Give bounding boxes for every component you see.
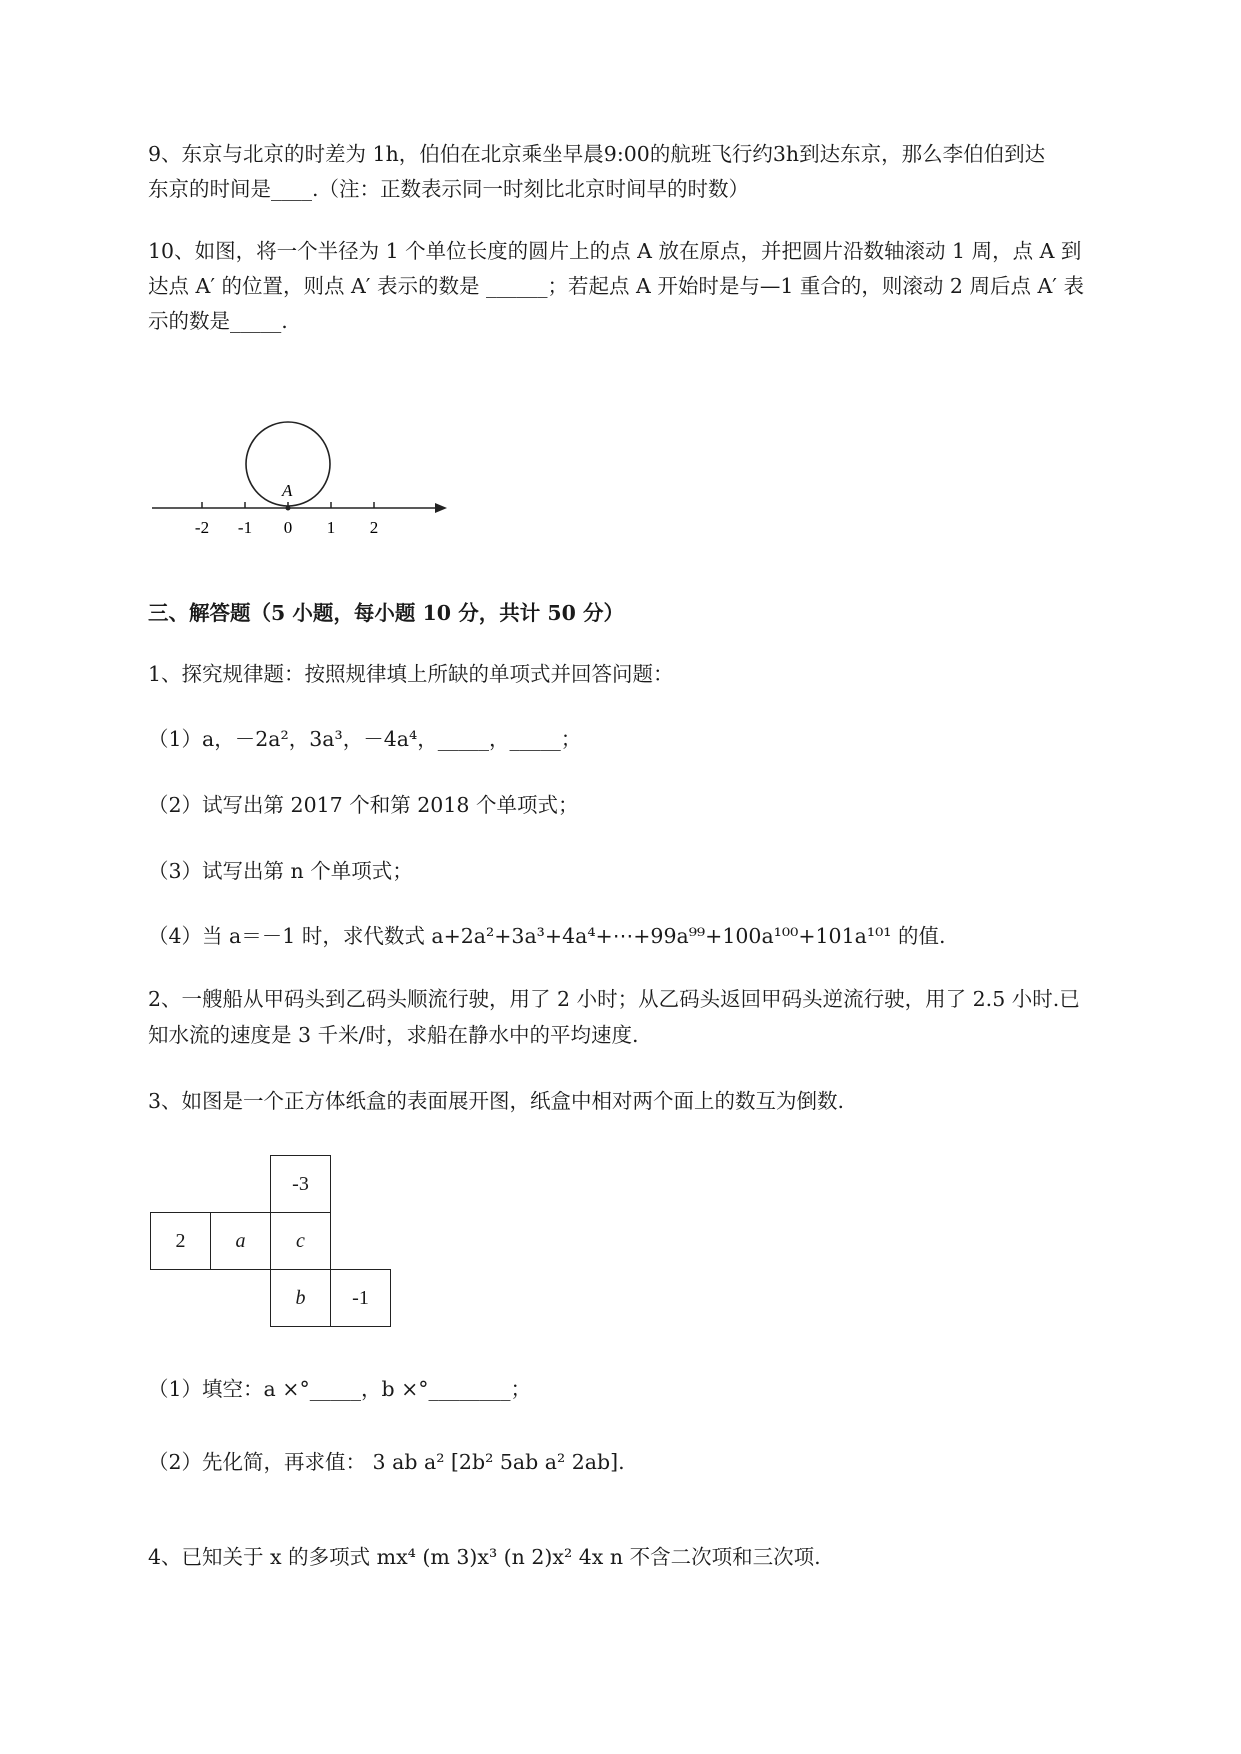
p3-stem: 3、如图是一个正方体纸盒的表面展开图，纸盒中相对两个面上的数互为倒数. bbox=[148, 1089, 845, 1113]
tick-label-neg1: -1 bbox=[237, 518, 253, 537]
p1-sub-2: （2）试写出第 2017 个和第 2018 个单项式； bbox=[148, 793, 579, 817]
tick-label-2: 2 bbox=[369, 518, 379, 537]
tick-label-neg2: -2 bbox=[194, 518, 210, 537]
cube-face-a: a bbox=[210, 1212, 271, 1270]
cube-face-c: c bbox=[270, 1212, 331, 1270]
q10-line-3: 示的数是_____. bbox=[148, 309, 288, 333]
point-a-label: A bbox=[282, 481, 293, 500]
p1-stem: 1、探究规律题：按照规律填上所缺的单项式并回答问题： bbox=[148, 662, 674, 686]
p3-sub-1: （1）填空：a ×°_____，b ×°________； bbox=[148, 1377, 532, 1401]
q9-line-2: 东京的时间是____.（注：正数表示同一时刻比北京时间早的时数） bbox=[148, 177, 750, 201]
p1-sub-1: （1）a，－2a²，3a³，－4a⁴，_____，_____； bbox=[148, 727, 582, 751]
tick-label-1: 1 bbox=[326, 518, 336, 537]
cube-face-top: -3 bbox=[270, 1155, 331, 1213]
p2-line-1: 2、一艘船从甲码头到乙码头顺流行驶，用了 2 小时；从乙码头返回甲码头逆流行驶，用了 2.5 小时.已 bbox=[148, 987, 1080, 1011]
axis-arrow-icon bbox=[435, 503, 447, 513]
cube-face-2: 2 bbox=[150, 1212, 211, 1270]
p3-sub-2: （2）先化简，再求值： 3 ab a² [2b² 5ab a² 2ab]. bbox=[148, 1450, 625, 1474]
p1-sub-3: （3）试写出第 n 个单项式； bbox=[148, 859, 413, 883]
number-line-figure bbox=[150, 420, 450, 545]
q10-line-2: 达点 A′ 的位置，则点 A′ 表示的数是 ______；若起点 A 开始时是与—1 重合的，则滚动 2 周后点 A′ 表 bbox=[148, 274, 1084, 298]
p2-line-2: 知水流的速度是 3 千米/时，求船在静水中的平均速度. bbox=[148, 1023, 639, 1047]
point-a-dot bbox=[286, 506, 291, 511]
tick-label-0: 0 bbox=[283, 518, 293, 537]
p1-sub-4: （4）当 a＝－1 时，求代数式 a+2a²+3a³+4a⁴+⋯+99a⁹⁹+100a¹⁰⁰+101a¹⁰¹ 的值. bbox=[148, 924, 946, 948]
cube-face-neg1: -1 bbox=[330, 1269, 391, 1327]
cube-net-figure bbox=[150, 1155, 400, 1335]
cube-face-b: b bbox=[270, 1269, 331, 1327]
p4-line-1: 4、已知关于 x 的多项式 mx⁴ (m 3)x³ (n 2)x² 4x n 不含二次项和三次项. bbox=[148, 1545, 821, 1569]
section-3-title: 三、解答题（5 小题，每小题 10 分，共计 50 分） bbox=[148, 601, 625, 625]
q10-line-1: 10、如图，将一个半径为 1 个单位长度的圆片上的点 A 放在原点，并把圆片沿数轴滚动 1 周，点 A 到 bbox=[148, 239, 1082, 263]
q9-line-1: 9、东京与北京的时差为 1h，伯伯在北京乘坐早晨9:00的航班飞行约3h到达东京，那么李伯伯到达 bbox=[148, 142, 1046, 166]
